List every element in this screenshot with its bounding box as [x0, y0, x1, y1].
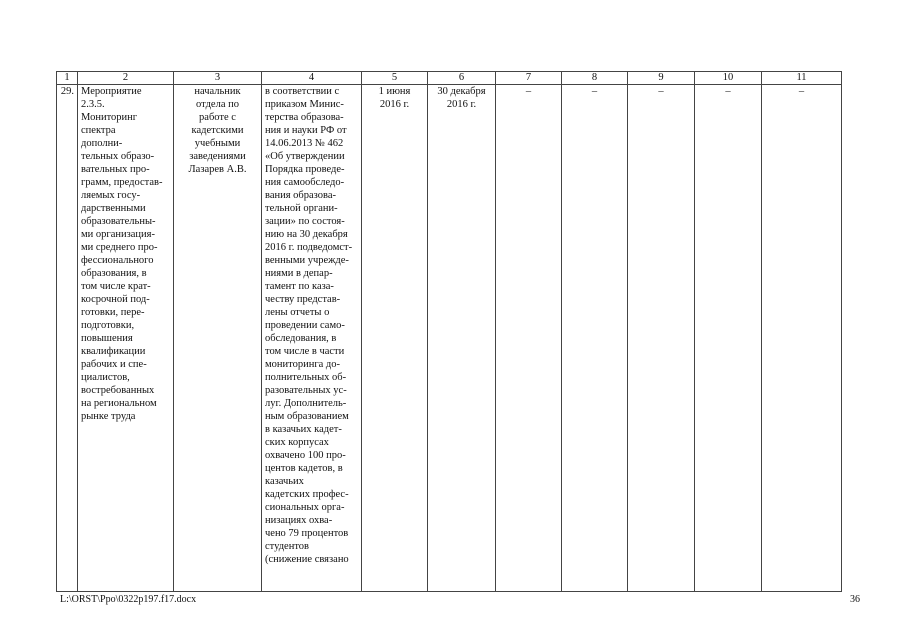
- text-line: тельных образо-: [81, 151, 155, 162]
- implementation-result: [262, 85, 362, 592]
- document-table: [56, 71, 842, 592]
- text-line: заведениями: [189, 151, 246, 162]
- page-number: 36: [850, 594, 860, 605]
- text-line: повышения: [81, 333, 133, 344]
- text-line: студентов: [265, 541, 309, 552]
- text-line: казачьих: [265, 476, 304, 487]
- text-line: венными учрежде-: [265, 255, 349, 266]
- text-line: обследования, в: [265, 333, 337, 344]
- text-line: готовки, пере-: [81, 307, 145, 318]
- text-line: спектра: [81, 125, 116, 136]
- text-line: ми организация-: [81, 229, 155, 240]
- text-line: в соответствии с: [265, 86, 340, 97]
- event-description: [78, 85, 174, 592]
- column-header: 10: [695, 72, 762, 85]
- text-line: приказом Минис-: [265, 99, 344, 110]
- text-line: циалистов,: [81, 372, 130, 383]
- responsible-person: [174, 85, 262, 592]
- cell-column-10: –: [695, 85, 762, 592]
- text-line: вательных про-: [81, 164, 150, 175]
- text-line: низациях охва-: [265, 515, 333, 526]
- text-line: луг. Дополнитель-: [265, 398, 347, 409]
- text-line: разовательных ус-: [265, 385, 347, 396]
- text-line: честву представ-: [265, 294, 341, 305]
- text-line: тамент по каза-: [265, 281, 334, 292]
- column-header: 11: [762, 72, 842, 85]
- text-line: дополни-: [81, 138, 123, 149]
- text-line: учебными: [194, 138, 241, 149]
- text-line: нию на 30 декабря: [265, 229, 348, 240]
- text-line: «Об утверждении: [265, 151, 345, 162]
- text-line: ских корпусах: [265, 437, 329, 448]
- text-line: ниями в депар-: [265, 268, 333, 279]
- text-line: косрочной под-: [81, 294, 150, 305]
- text-line: Лазарев А.В.: [188, 164, 247, 175]
- text-line: 1 июня: [378, 86, 411, 97]
- cell-column-7: –: [496, 85, 562, 592]
- text-line: 2016 г. подведомст-: [265, 242, 353, 253]
- column-header: 4: [262, 72, 362, 85]
- column-header: 2: [78, 72, 174, 85]
- text-line: ния самообследо-: [265, 177, 345, 188]
- text-line: том числе крат-: [81, 281, 151, 292]
- text-line: лены отчеты о: [265, 307, 330, 318]
- text-line: вания образова-: [265, 190, 336, 201]
- column-header: 1: [57, 72, 78, 85]
- cell-column-11: –: [762, 85, 842, 592]
- header-row: [57, 72, 842, 85]
- text-line: работе с: [199, 112, 236, 123]
- text-line: проведении само-: [265, 320, 345, 331]
- text-line: 2016 г.: [446, 99, 477, 110]
- cell-column-8: –: [562, 85, 628, 592]
- text-line: Мероприятие: [81, 86, 142, 97]
- text-line: 2.3.5.: [81, 99, 105, 110]
- text-line: 14.06.2013 № 462: [265, 138, 344, 149]
- text-line: в казачьих кадет-: [265, 424, 342, 435]
- end-date: [428, 85, 496, 592]
- file-path: L:\ORST\Ppo\0322p197.f17.docx: [60, 594, 197, 605]
- text-line: грамм, предостав-: [81, 177, 163, 188]
- text-line: на региональном: [81, 398, 157, 409]
- text-line: рынке труда: [81, 411, 136, 422]
- text-line: образовательны-: [81, 216, 156, 227]
- text-line: кадетских профес-: [265, 489, 349, 500]
- text-line: мониторинга до-: [265, 359, 341, 370]
- row-number: 29.: [57, 85, 78, 592]
- text-line: рабочих и спе-: [81, 359, 147, 370]
- text-line: образования, в: [81, 268, 147, 279]
- text-line: 30 декабря: [437, 86, 486, 97]
- text-line: полнительных об-: [265, 372, 347, 383]
- text-line: дарственными: [81, 203, 146, 214]
- text-line: востребованных: [81, 385, 155, 396]
- text-line: кадетскими: [191, 125, 244, 136]
- text-line: подготовки,: [81, 320, 135, 331]
- text-line: центов кадетов, в: [265, 463, 343, 474]
- column-header: 7: [496, 72, 562, 85]
- text-line: Мониторинг: [81, 112, 138, 123]
- text-line: ным образованием: [265, 411, 349, 422]
- column-header: 6: [428, 72, 496, 85]
- text-line: тельной органи-: [265, 203, 338, 214]
- text-line: ляемых госу-: [81, 190, 141, 201]
- text-line: 2016 г.: [379, 99, 410, 110]
- column-header: 5: [362, 72, 428, 85]
- text-line: квалификации: [81, 346, 146, 357]
- text-line: ми среднего про-: [81, 242, 158, 253]
- cell-column-9: –: [628, 85, 695, 592]
- text-line: фессионального: [81, 255, 154, 266]
- text-line: охвачено 100 про-: [265, 450, 346, 461]
- column-header: 8: [562, 72, 628, 85]
- text-line: зации» по состоя-: [265, 216, 345, 227]
- text-line: начальник: [194, 86, 241, 97]
- text-line: сиональных орга-: [265, 502, 345, 513]
- text-line: Порядка проведе-: [265, 164, 345, 175]
- start-date: [362, 85, 428, 592]
- text-line: том числе в части: [265, 346, 345, 357]
- column-header: 3: [174, 72, 262, 85]
- table-row: [57, 85, 842, 592]
- text-line: чено 79 процентов: [265, 528, 349, 539]
- text-line: отдела по: [196, 99, 239, 110]
- text-line: (снижение связано: [265, 554, 349, 565]
- column-header: 9: [628, 72, 695, 85]
- text-line: ния и науки РФ от: [265, 125, 347, 136]
- text-line: терства образова-: [265, 112, 344, 123]
